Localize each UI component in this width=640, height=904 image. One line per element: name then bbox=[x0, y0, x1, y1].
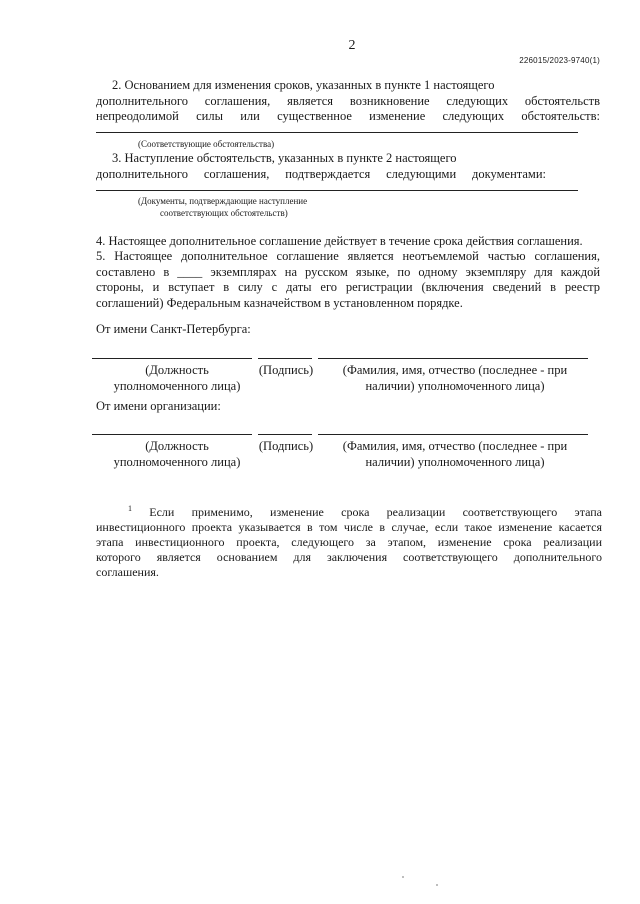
clause-2-line-3: непреодолимой силы или существенное изменение следующих обстоятельств: bbox=[96, 109, 600, 123]
clause-3-line-1: 3. Наступление обстоятельств, указанных в пункте 2 настоящего bbox=[112, 151, 457, 165]
spb-signature-caption: (Подпись) bbox=[258, 363, 314, 377]
spb-position-caption bbox=[92, 362, 262, 394]
clause-3-caption-line-2: соответствующих обстоятельств) bbox=[160, 208, 288, 218]
clause-2-line-1: 2. Основанием для изменения сроков, указанных в пункте 1 настоящего bbox=[112, 78, 495, 92]
org-signature-heading: От имени организации: bbox=[96, 399, 221, 413]
clause-5-line-1: 5. Настоящее дополнительное соглашение является неотъемлемой частью соглашения, bbox=[96, 249, 600, 263]
spb-position-caption-line-2: уполномоченного лица) bbox=[113, 379, 241, 393]
clause-5 bbox=[96, 249, 600, 311]
org-position-caption bbox=[92, 438, 262, 470]
org-signature-caption: (Подпись) bbox=[258, 439, 314, 453]
clause-4: 4. Настоящее дополнительное соглашение действует в течение срока действия соглашения. bbox=[96, 234, 583, 248]
spb-signature-heading: От имени Санкт-Петербурга: bbox=[96, 322, 251, 336]
org-name-caption bbox=[320, 438, 590, 470]
footnote-line-1 bbox=[96, 501, 602, 520]
org-position-caption-line-1: (Должность bbox=[145, 439, 209, 453]
org-position-line bbox=[92, 434, 252, 435]
clause-3-blank-line bbox=[96, 190, 578, 191]
clause-2 bbox=[96, 78, 600, 125]
document-id: 226015/2023-9740(1) bbox=[519, 56, 600, 65]
org-name-caption-line-1: (Фамилия, имя, отчество (последнее - при bbox=[342, 439, 568, 453]
footnote-line-3: этапа инвестиционного проекта, следующего за этапом, изменение срока реализации bbox=[96, 535, 602, 549]
footnote-line-4: которого является основанием для заключения соответствующего дополнительного bbox=[96, 550, 602, 564]
spb-name-line bbox=[318, 358, 588, 359]
spb-position-line bbox=[92, 358, 252, 359]
clause-2-blank-line bbox=[96, 132, 578, 133]
footnote-line-1-text: Если применимо, изменение срока реализации соответствующего этапа bbox=[149, 505, 602, 519]
clause-3-caption bbox=[138, 195, 307, 219]
footnote-line-5: соглашения. bbox=[96, 565, 159, 579]
footnote-line-2: инвестиционного проекта указывается в том числе в случае, если такое изменение касается bbox=[96, 520, 602, 534]
org-position-caption-line-2: уполномоченного лица) bbox=[113, 455, 241, 469]
spb-name-caption-line-1: (Фамилия, имя, отчество (последнее - при bbox=[342, 363, 568, 377]
clause-5-line-2-start: составлено в bbox=[96, 264, 170, 279]
page-number: 2 bbox=[348, 38, 356, 53]
clause-2-caption: (Соответствующие обстоятельства) bbox=[138, 139, 275, 149]
clause-3-line-2: дополнительного соглашения, подтверждается следующими документами: bbox=[96, 166, 546, 181]
org-name-line bbox=[318, 434, 588, 435]
scan-speck bbox=[436, 884, 438, 886]
copies-blank: ____ bbox=[177, 264, 203, 279]
clause-5-line-4: соглашений) Федеральным казначейством в установленном порядке. bbox=[96, 295, 463, 310]
spb-position-caption-line-1: (Должность bbox=[145, 363, 209, 377]
clause-2-line-2: дополнительного соглашения, является возникновение следующих обстоятельств bbox=[96, 93, 600, 108]
clause-3 bbox=[96, 151, 596, 182]
footnote-marker: 1 bbox=[128, 504, 132, 513]
spb-name-caption-line-2: наличии) уполномоченного лица) bbox=[365, 379, 545, 393]
clause-5-line-2 bbox=[96, 265, 600, 281]
spb-signature-line bbox=[258, 358, 312, 359]
clause-5-line-2-end: экземплярах на русском языке, по одному экземпляру для каждой bbox=[210, 264, 601, 279]
clause-3-caption-line-1: (Документы, подтверждающие наступление bbox=[138, 196, 308, 206]
footnote bbox=[96, 501, 602, 580]
spb-name-caption bbox=[320, 362, 590, 394]
org-signature-line bbox=[258, 434, 312, 435]
clause-5-line-3: стороны, и вступает в силу с даты его регистрации (включения сведений в реестр bbox=[96, 280, 600, 294]
org-name-caption-line-2: наличии) уполномоченного лица) bbox=[365, 455, 545, 469]
scan-speck bbox=[402, 876, 404, 878]
